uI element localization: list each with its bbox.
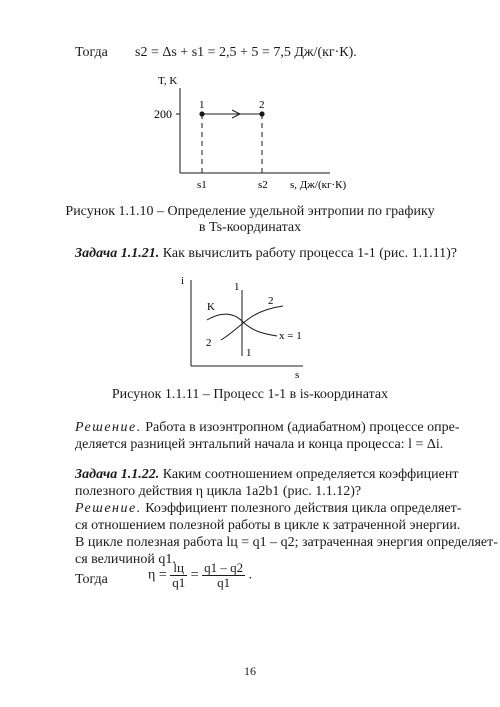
task-1-1-21-text: Как вычислить работу процесса 1-1 (рис. 1.1.11)? — [162, 246, 457, 261]
ts-point-1 — [199, 111, 204, 116]
task-1-1-22-line1 — [75, 466, 459, 483]
solution-2-line4: ся величиной q1. — [75, 552, 176, 567]
is-x-label: s — [295, 369, 300, 380]
solution-2-line1 — [75, 500, 462, 517]
task-1-1-22-line2: полезного действия η цикла 1a2b1 (рис. 1.1.12)? — [75, 484, 362, 499]
ts-point-2 — [259, 111, 264, 116]
task-1-1-22-label: Задача 1.1.22. — [75, 467, 160, 482]
top-formula-word: Тогда — [75, 45, 108, 60]
is-label-2-left: 2 — [206, 337, 212, 349]
figure-1-1-10-caption-line1: Рисунок 1.1.10 – Определение удельной энтропии по графику — [65, 204, 435, 219]
is-k-label: K — [207, 301, 215, 313]
is-x-equals-1-label: x = 1 — [279, 330, 302, 342]
figure-1-1-11-caption: Рисунок 1.1.11 – Процесс 1-1 в is-координатах — [111, 387, 389, 402]
is-isobar-curve — [221, 306, 283, 340]
solution-1-line1-text: Работа в изоэнтропном (адиабатном) процессе опре- — [145, 420, 460, 435]
top-formula — [135, 45, 357, 61]
ts-label-2: 2 — [259, 99, 265, 111]
ts-y-label: T, K — [158, 75, 178, 87]
ts-y-tick: 200 — [154, 107, 172, 121]
figure-1-1-10-caption-line2: в Ts-координатах — [198, 220, 302, 235]
eta-frac2-den: q1 — [217, 575, 231, 590]
solution-1-line1 — [75, 419, 460, 436]
eta-formula — [148, 561, 252, 590]
ts-x-label: s, Дж/(кг·К) — [290, 179, 347, 191]
eta-frac2-num: q1 – q2 — [204, 560, 244, 575]
solution-2-label: Решение. — [75, 501, 142, 516]
page-number: 16 — [244, 664, 256, 678]
ts-x-tick-s1: s1 — [197, 179, 207, 191]
is-label-1-bottom: 1 — [246, 347, 252, 359]
solution-2-line2: ся отношением полезной работы в цикле к затраченной энергии. — [75, 518, 461, 533]
ts-x-tick-s2: s2 — [258, 179, 268, 191]
is-y-label: i — [181, 275, 185, 287]
eta-symbol: η = — [148, 567, 167, 583]
top-formula-expr: s2 = Δs + s1 = 2,5 + 5 = 7,5 Дж/(кг·К). — [135, 45, 357, 60]
eta-frac1-num: lц — [170, 561, 187, 576]
task-1-1-21 — [75, 245, 455, 262]
figure-is-diagram — [175, 268, 325, 380]
eta-formula-word: Тогда — [75, 572, 108, 587]
solution-2-line3: В цикле полезная работа lц = q1 – q2; затраченная энергия определяет- — [75, 535, 498, 550]
is-label-2-right: 2 — [268, 295, 274, 307]
eta-frac1-den: q1 — [172, 575, 186, 590]
task-1-1-21-label: Задача 1.1.21. — [75, 246, 160, 261]
eta-equals: = — [190, 567, 199, 583]
eta-fraction-1 — [170, 561, 187, 590]
task-1-1-22-line1-text: Каким соотношением определяется коэффициент — [162, 467, 459, 482]
ts-label-1: 1 — [199, 99, 205, 111]
solution-1-line2: деляется разницей энтальпий начала и конца процесса: l = Δi. — [75, 437, 444, 452]
solution-1-label: Решение. — [75, 420, 142, 435]
eta-fraction-2 — [202, 561, 245, 590]
is-label-1-top: 1 — [234, 281, 240, 293]
eta-period: . — [248, 567, 253, 583]
solution-2-line1-text: Коэффициент полезного действия цикла определяет- — [145, 501, 462, 516]
figure-ts-diagram — [140, 68, 370, 198]
